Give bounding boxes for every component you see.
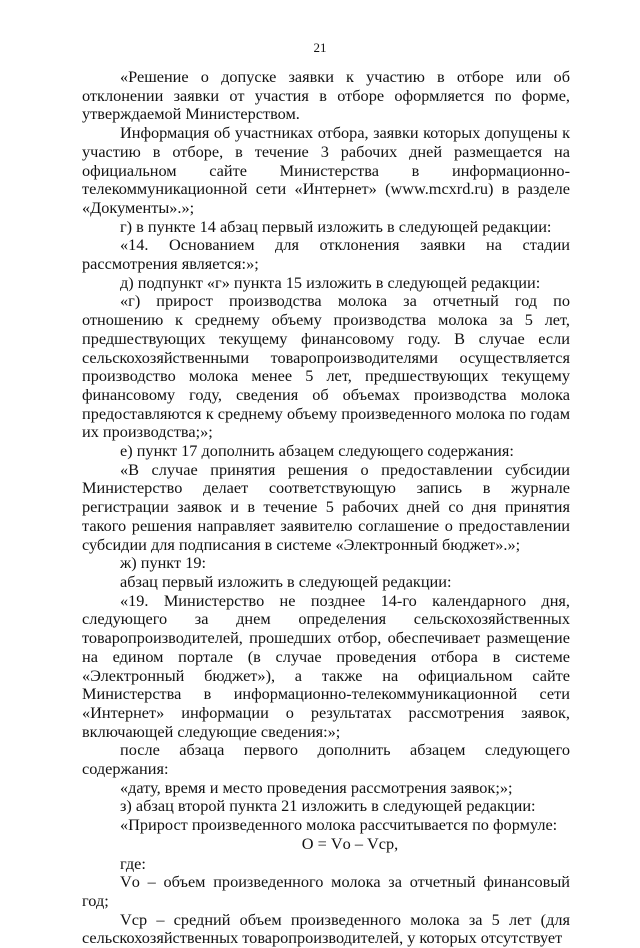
paragraph: д) подпункт «г» пункта 15 изложить в следующей редакции:: [120, 272, 541, 292]
paragraph: з) абзац второй пункта 21 изложить в следующей редакции:: [120, 796, 536, 816]
paragraph: Информация об участниках отбора, заявки которых допущены к участию в отборе, в течение 3 рабочих дней размещается на официальном сайте Министерства в информационно-телекоммуникационной сети «Интернет» (www.mcxrd.ru) в разделе «Документы».»;: [82, 123, 570, 217]
paragraph: «В случае принятия решения о предоставлении субсидии Министерство делает соответствующую запись в журнале регистрации заявок и в течение 5 рабочих дней со дня принятия такого решения направляет заявителю соглашение о предоставлении субсидии для подписания в системе «Электронный бюджет».»;: [82, 459, 570, 554]
paragraph: где:: [120, 853, 146, 873]
paragraph: Vср – средний объем произведенного молока за 5 лет (для сельскохозяйственных товаропроизводителей, у которых отсутствует: [82, 909, 570, 948]
document-body: [82, 68, 570, 948]
formula: О = Vо – Vср,: [301, 833, 399, 853]
paragraph: абзац первый изложить в следующей редакции:: [120, 571, 452, 591]
paragraph: е) пункт 17 дополнить абзацем следующего содержания:: [120, 441, 514, 461]
paragraph: «дату, время и место проведения рассмотрения заявок;»;: [120, 777, 513, 797]
paragraph: «Решение о допуске заявки к участию в отборе или об отклонении заявки от участия в отборе оформляется по форме, утверждаемой Министерством.: [82, 67, 570, 124]
paragraph: Vо – объем произведенного молока за отчетный финансовый год;: [82, 872, 570, 910]
paragraph: «19. Министерство не позднее 14-го календарного дня, следующего за днем определения сельскохозяйственных товаропроизводителей, прошедших отбор, обеспечивает размещение на едином портале (в случае проведения отбора в системе «Электронный бюджет»), а также на официальном сайте Министерства в информационно-телекоммуникационной сети «Интернет» информации о результатах рассмотрения заявок, включающей следующие сведения:»;: [82, 590, 570, 741]
paragraph: «г) прирост производства молока за отчетный год по отношению к среднему объему производства молока за 5 лет, предшествующих текущему финансовому году. В случае если сельскохозяйственными товаропроизводителями осуществляется производство молока менее 5 лет, предшествующих текущему финансовому году, сведения об объемах производства молока предоставляются к среднему объему произведенного молока по годам их производства;»;: [82, 291, 570, 442]
paragraph: после абзаца первого дополнить абзацем следующего содержания:: [82, 740, 570, 779]
paragraph: ж) пункт 19:: [120, 553, 206, 573]
paragraph: «14. Основанием для отклонения заявки на стадии рассмотрения является:»;: [82, 235, 570, 274]
page-number: 21: [313, 40, 327, 55]
paragraph: г) в пункте 14 абзац первый изложить в следующей редакции:: [120, 216, 552, 236]
paragraph: «Прирост произведенного молока рассчитывается по формуле:: [120, 815, 558, 835]
